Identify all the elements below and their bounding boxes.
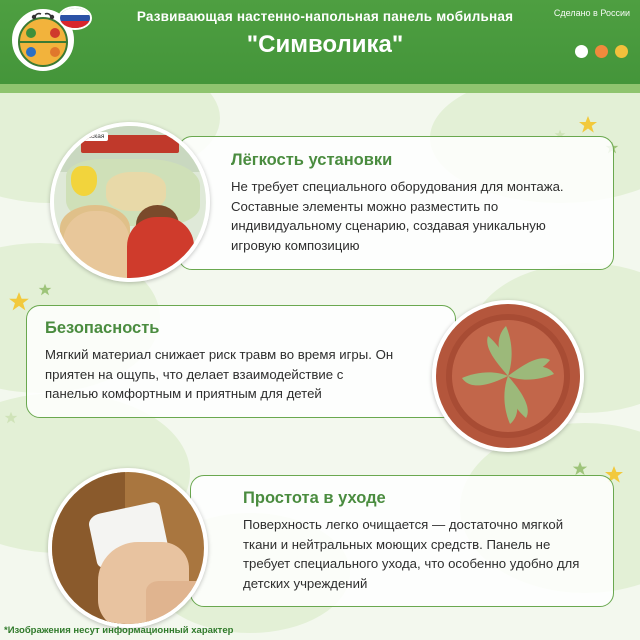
dot-yellow — [615, 45, 628, 58]
header-accent-strip — [0, 84, 640, 93]
photo-map-children — [50, 122, 210, 282]
feature-card-care — [190, 475, 614, 607]
feature-card-care-text: Поверхность легко очищается — достаточно мягкой ткани и нейтральных моющих средств. Панель не требует специального ухода, что особенно удобно для детских учреждений — [243, 517, 580, 591]
dot-white — [575, 45, 588, 58]
page-header — [0, 0, 640, 84]
photo-palm-panel — [432, 300, 584, 452]
russia-flag-icon — [58, 6, 92, 30]
page-title-line1: Развивающая настенно-напольная панель мобильная — [136, 9, 514, 24]
page-title — [100, 8, 550, 60]
feature-card-installation — [178, 136, 614, 270]
feature-card-safety-text: Мягкий материал снижает риск травм во время игры. Он приятен на ощупь, что делает взаимодействие с панелью комфортным и приятным для детей — [45, 347, 394, 401]
feature-card-safety — [26, 305, 456, 418]
photo-cleaning-hand — [48, 468, 208, 628]
footnote: *Изображения несут информационный характер — [4, 625, 234, 636]
feature-card-installation-title: Лёгкость установки — [231, 151, 393, 169]
dot-orange — [595, 45, 608, 58]
map-region-label: Ростовская — [66, 132, 108, 141]
made-in-russia-label: Сделано в России — [553, 8, 630, 18]
decorative-dots — [575, 45, 628, 58]
page-title-line2: "Символика" — [246, 31, 404, 58]
feature-card-care-title: Простота в уходе — [243, 489, 386, 507]
feature-card-safety-title: Безопасность — [45, 319, 160, 337]
feature-card-installation-text: Не требует специального оборудования для монтажа. Составные элементы можно разместить по индивидуальному сценарию, создавая уникальную игровую композицию — [231, 179, 564, 253]
